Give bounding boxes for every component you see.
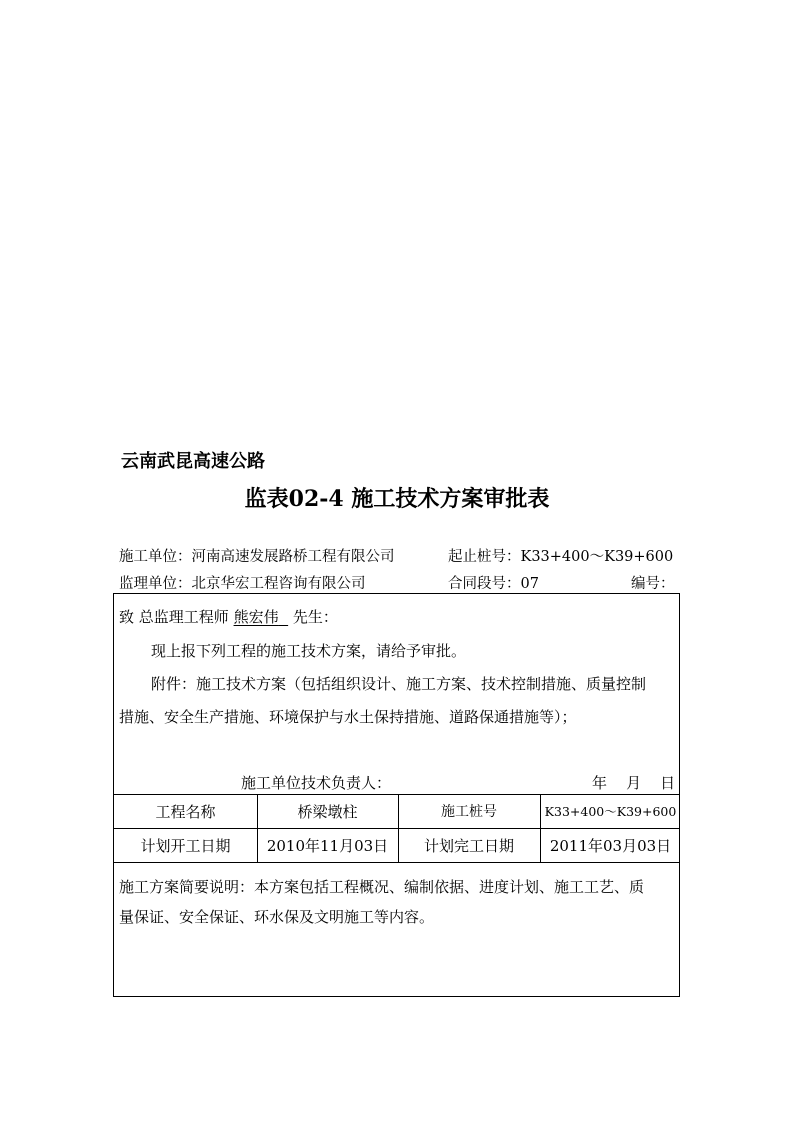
form-title: 监表02-4 施工技术方案审批表 xyxy=(244,486,550,512)
project-name-value: 桥梁墩柱 xyxy=(297,802,358,821)
contract-line xyxy=(448,572,539,593)
attachment-line: 附件：施工技术方案（包括组织设计、施工方案、技术控制措施、质量控制 xyxy=(151,675,647,693)
supervisor-line xyxy=(119,572,366,593)
station-line xyxy=(448,545,673,566)
engineer-name: 熊宏伟 xyxy=(233,608,279,626)
contractor-label: 施工单位： xyxy=(119,549,192,565)
project-name-label: 工程名称 xyxy=(155,802,216,821)
project-name: 云南武昆高速公路 xyxy=(121,451,265,472)
addressee-line xyxy=(119,606,338,627)
start-date-value: 2010年11月03日 xyxy=(266,836,389,855)
approval-form xyxy=(113,593,680,997)
number-label: 编号： xyxy=(631,576,675,592)
contractor-value: 河南高速发展路桥工程有限公司 xyxy=(191,549,395,565)
request-line: 现上报下列工程的施工技术方案，请给予审批。 xyxy=(151,642,467,660)
station-cell-label: 施工桩号 xyxy=(441,804,497,820)
end-date-label: 计划完工日期 xyxy=(423,836,514,855)
number-line xyxy=(631,572,675,593)
station-value: K33+400～K39+600 xyxy=(520,549,674,565)
description-line-2: 量保证、安全保证、环水保及文明施工等内容。 xyxy=(119,908,435,926)
description-line-1: 施工方案简要说明：本方案包括工程概况、编制依据、进度计划、施工工艺、质 xyxy=(119,878,645,896)
table-bottom-border xyxy=(114,862,679,863)
start-date-label: 计划开工日期 xyxy=(140,836,231,855)
supervisor-label: 监理单位： xyxy=(119,576,192,592)
station-cell-value: K33+400～K39+600 xyxy=(544,804,677,819)
contract-value: 07 xyxy=(520,576,539,592)
addressee-prefix: 致 总监理工程师 xyxy=(119,608,229,626)
supervisor-value: 北京华宏工程咨询有限公司 xyxy=(191,576,366,592)
contractor-line xyxy=(119,545,395,566)
responsible-label: 施工单位技术负责人： xyxy=(241,774,392,792)
date-label: 年 月 日 xyxy=(592,774,676,792)
attachment-line-cont: 措施、安全生产措施、环境保护与水土保持措施、道路保通措施等）； xyxy=(119,708,577,726)
end-date-value: 2011年03月03日 xyxy=(549,836,672,855)
contract-label: 合同段号： xyxy=(448,576,521,592)
addressee-suffix: 先生： xyxy=(292,608,338,626)
station-label: 起止桩号： xyxy=(448,549,521,565)
